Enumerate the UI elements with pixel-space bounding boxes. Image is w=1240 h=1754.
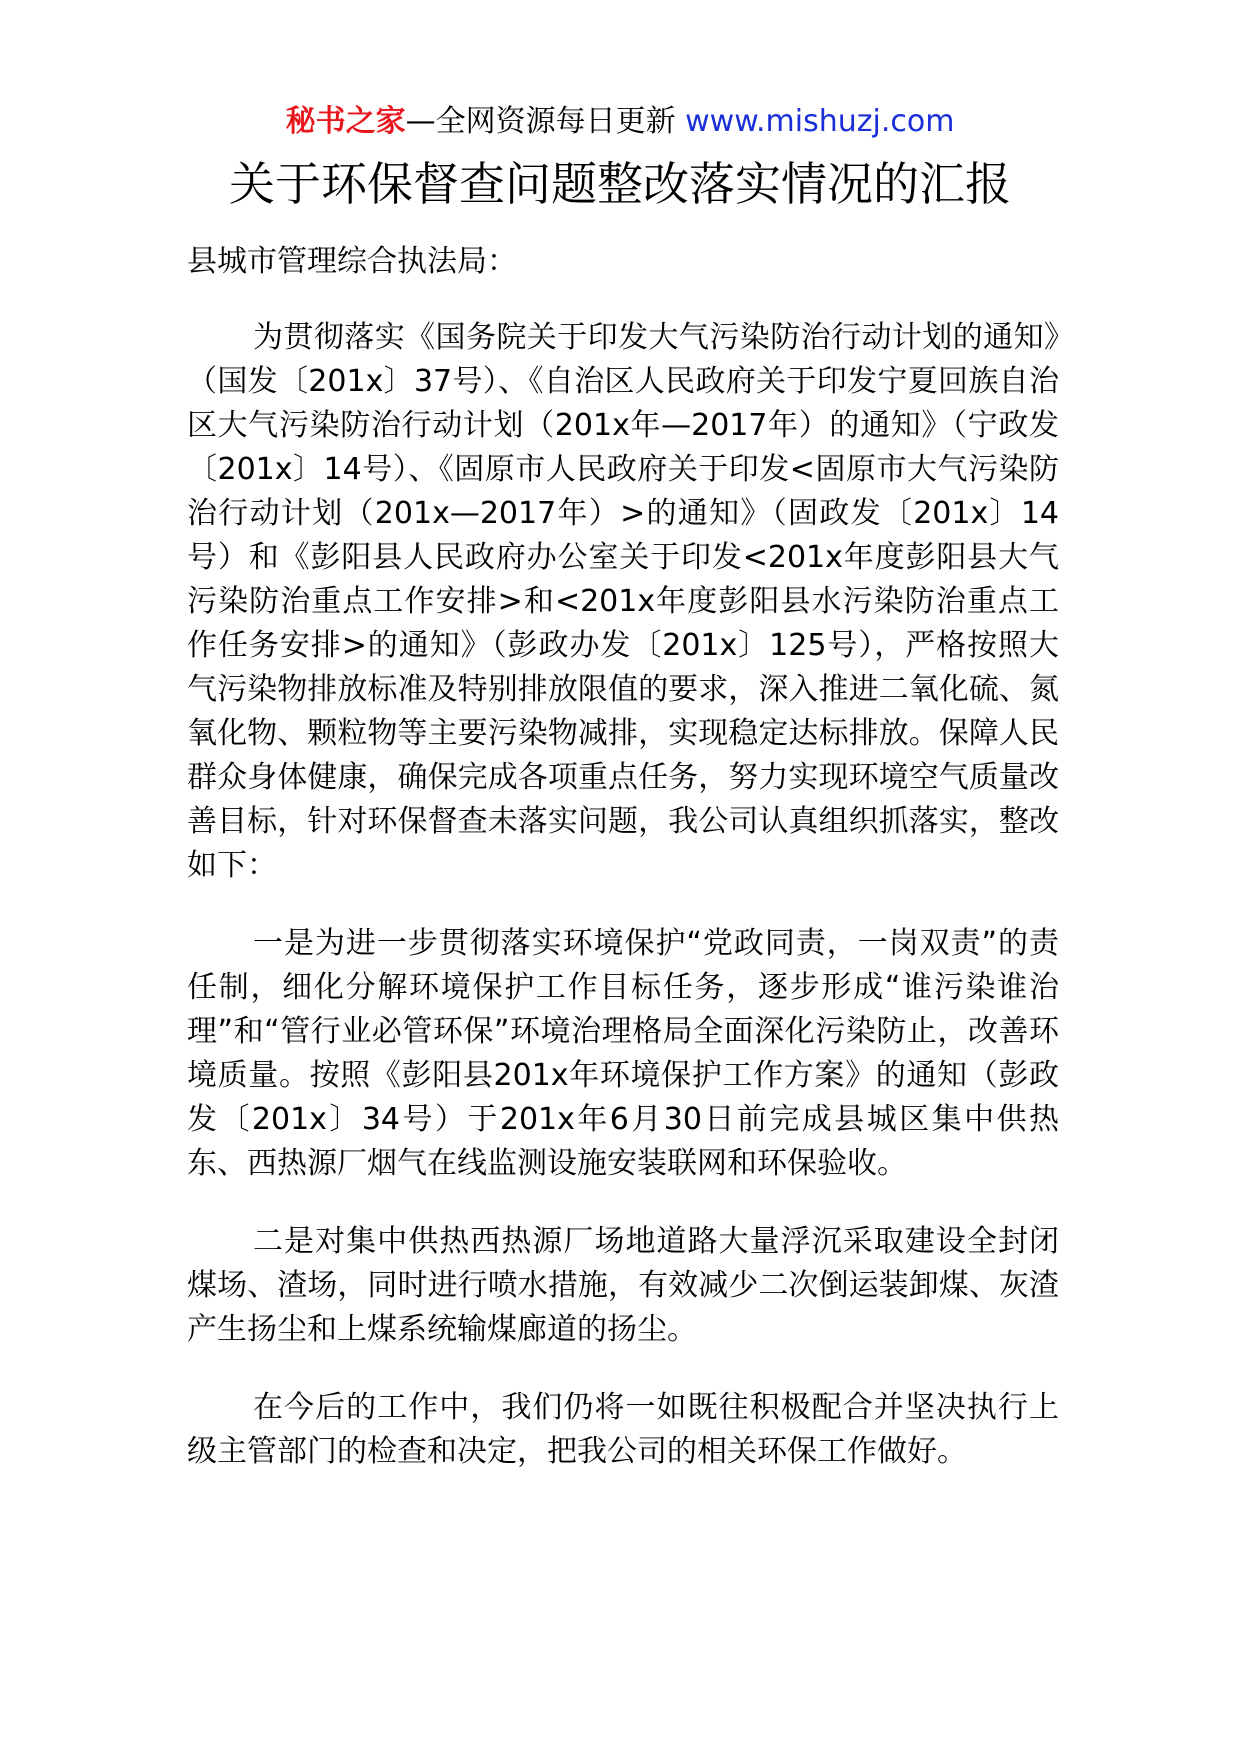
site-brand: 秘书之家 (285, 104, 406, 139)
body-paragraph-4: 在今后的工作中，我们仍将一如既往积极配合并坚决执行上级主管部门的检查和决定，把我公司的相关环保工作做好。 (187, 1390, 1059, 1469)
document-body (187, 316, 1059, 1508)
site-header (0, 100, 1240, 144)
site-tagline: —全网资源每日更新 (405, 104, 686, 139)
body-paragraph-2: 一是为进一步贯彻落实环境保护“党政同责，一岗双责”的责任制，细化分解环境保护工作目标任务，逐步形成“谁污染谁治理”和“管行业必管环保”环境治理格局全面深化污染防止，改善环境质量。按照《彭阳县201x年环境保护工作方案》的通知（彭政发〔201x〕34号）于201x年6月30日前完成县城区集中供热东、西热源厂烟气在线监测设施安装联网和环保验收。 (187, 926, 1059, 1181)
body-paragraph-1: 为贯彻落实《国务院关于印发大气污染防治行动计划的通知》（国发〔201x〕37号）、《自治区人民政府关于印发宁夏回族自治区大气污染防治行动计划（201x年—2017年）的通知》（宁政发〔201x〕14号）、《固原市人民政府关于印发<固原市大气污染防治行动计划（201x—2017年）>的通知》（固政发〔201x〕14号）和《彭阳县人民政府办公室关于印发<201x年度彭阳县大气污染防治重点工作安排>和<201x年度彭阳县水污染防治重点工作任务安排>的通知》（彭政办发〔201x〕125号），严格按照大气污染物排放标准及特别排放限值的要求，深入推进二氧化硫、氮氧化物、颗粒物等主要污染物减排，实现稳定达标排放。保障人民群众身体健康，确保完成各项重点任务，努力实现环境空气质量改善目标，针对环保督查未落实问题，我公司认真组织抓落实，整改如下： (187, 320, 1059, 883)
site-url-link[interactable]: www.mishuzj.com (685, 104, 955, 139)
document-title: 关于环保督查问题整改落实情况的汇报 (229, 157, 1011, 211)
recipient-line: 县城市管理综合执法局： (187, 244, 517, 279)
body-paragraph-3: 二是对集中供热西热源厂场地道路大量浮沉采取建设全封闭煤场、渣场，同时进行喷水措施，有效减少二次倒运装卸煤、灰渣产生扬尘和上煤系统输煤廊道的扬尘。 (187, 1224, 1059, 1347)
